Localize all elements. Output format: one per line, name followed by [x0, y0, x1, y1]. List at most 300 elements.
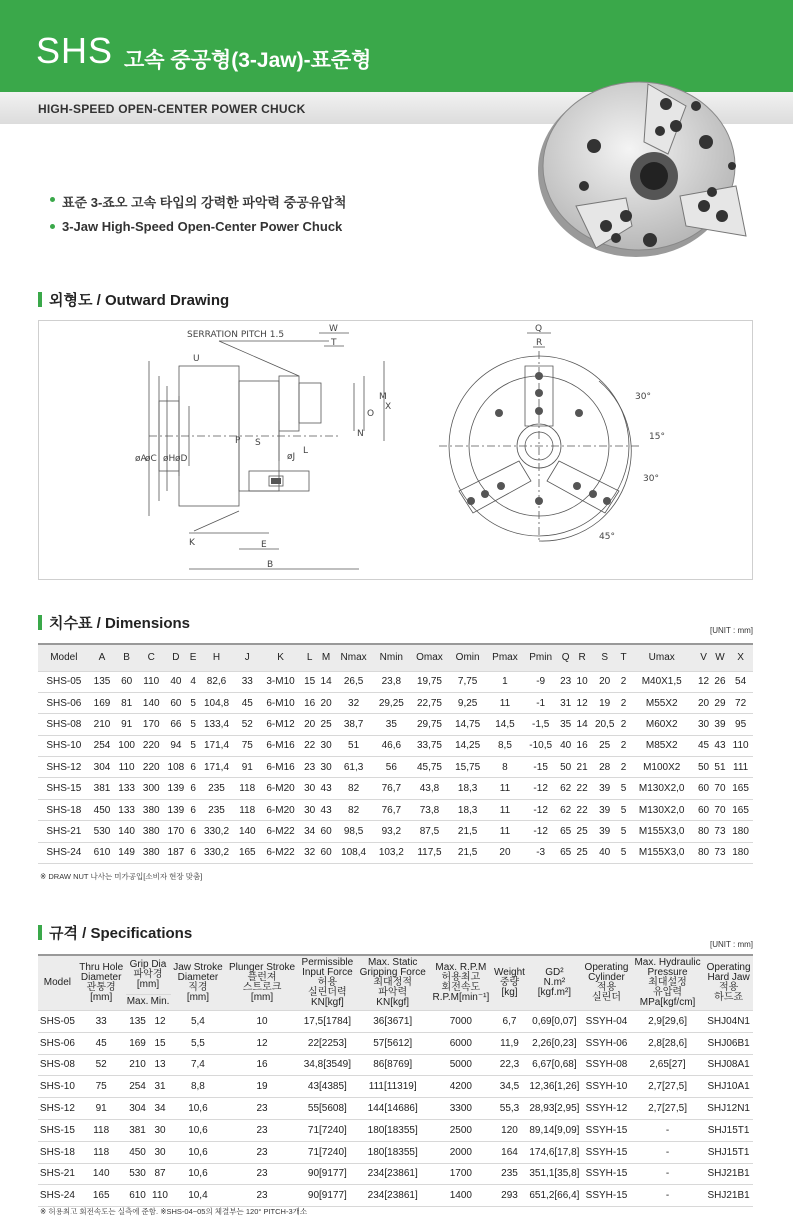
table-cell: 16	[301, 692, 317, 713]
table-cell: 60	[114, 671, 139, 692]
header-line: [mm]	[186, 992, 210, 1003]
table-cell: 108	[164, 757, 189, 778]
table-cell: 381	[90, 778, 115, 799]
table-cell: 12	[695, 671, 711, 692]
table-cell: 118	[235, 778, 260, 799]
table-cell: SHS-18	[38, 1141, 77, 1163]
table-cell: M155X3,0	[628, 821, 695, 842]
table-cell: 210	[126, 1054, 150, 1076]
col-header: K	[260, 644, 302, 671]
section-title-specifications: 규격 / Specifications	[38, 922, 192, 943]
table-cell: 165	[728, 778, 753, 799]
table-cell: 30	[150, 1141, 171, 1163]
table-cell: M60X2	[628, 714, 695, 735]
table-cell: SHS-15	[38, 1119, 77, 1141]
header-line: Pressure	[647, 967, 688, 978]
table-cell: 110	[728, 735, 753, 756]
table-cell: 29,25	[373, 692, 410, 713]
col-header: B	[114, 644, 139, 671]
table-cell: 6-M16	[260, 735, 302, 756]
header-line: 직경	[188, 982, 208, 993]
table-row	[38, 757, 753, 778]
table-cell: 304	[126, 1098, 150, 1120]
col-header: V	[695, 644, 711, 671]
table-cell: 35	[557, 714, 573, 735]
header-line: Cylinder	[588, 972, 625, 983]
table-cell: 139	[164, 799, 189, 820]
col-header: L	[301, 644, 317, 671]
header-line: 유압력	[653, 987, 683, 998]
table-cell: -10,5	[524, 735, 558, 756]
table-cell: 6,67[0,68]	[527, 1054, 583, 1076]
table-cell: 5	[619, 799, 628, 820]
table-cell: SHS-06	[38, 692, 90, 713]
specifications-unit-label: [UNIT : mm]	[710, 940, 753, 949]
table-cell: 6	[188, 757, 198, 778]
table-cell: 5	[188, 735, 198, 756]
dim-label-c: øC	[145, 454, 157, 464]
table-cell: 62	[557, 799, 573, 820]
header-line: Jaw Stroke	[173, 962, 223, 973]
header-line: KN[kgf]	[310, 997, 344, 1008]
table-cell: 22,3	[492, 1054, 526, 1076]
table-row	[38, 1054, 753, 1076]
table-cell: 26	[712, 671, 728, 692]
header-line: R.P.M[min⁻¹]	[432, 992, 490, 1003]
table-row	[38, 1185, 753, 1207]
table-cell: SHS-08	[38, 714, 90, 735]
model-name: SHS	[36, 30, 114, 71]
table-cell: 6-M16	[260, 757, 302, 778]
table-cell: 9,25	[449, 692, 486, 713]
table-cell: 20	[590, 671, 619, 692]
table-cell: 30	[318, 757, 334, 778]
table-cell: 133,4	[198, 714, 235, 735]
section-title-dimensions: 치수표 / Dimensions	[38, 612, 190, 633]
table-cell: 220	[139, 735, 164, 756]
table-cell: SHS-08	[38, 1054, 77, 1076]
table-cell: 140	[114, 821, 139, 842]
table-cell: 35	[373, 714, 410, 735]
table-cell: 70	[712, 799, 728, 820]
specifications-table	[38, 954, 753, 1207]
table-cell: 235	[492, 1163, 526, 1185]
dim-label-j: øJ	[287, 452, 296, 462]
header-line: N.m²	[543, 977, 566, 988]
table-cell: 5	[619, 821, 628, 842]
table-cell: 95	[728, 714, 753, 735]
table-cell: 1400	[429, 1185, 492, 1207]
table-cell: 45	[695, 735, 711, 756]
col-header: Model	[38, 644, 90, 671]
table-cell: 11	[486, 821, 524, 842]
table-cell: 234[23861]	[356, 1185, 429, 1207]
table-cell: 300	[139, 778, 164, 799]
table-cell: 22[2253]	[299, 1032, 356, 1054]
table-cell: 174,6[17,8]	[527, 1141, 583, 1163]
feature-item: 3-Jaw High-Speed Open-Center Power Chuck	[50, 219, 346, 234]
table-cell: 29,75	[410, 714, 449, 735]
table-cell: 103,2	[373, 842, 410, 863]
dim-label-t: T	[331, 338, 337, 348]
header-line: 허용최고	[441, 972, 481, 983]
table-cell: 530	[90, 821, 115, 842]
table-cell: 304	[90, 757, 115, 778]
col-header: H	[198, 644, 235, 671]
table-cell: 139	[164, 778, 189, 799]
table-cell: 45,75	[410, 757, 449, 778]
table-cell: 2500	[429, 1119, 492, 1141]
table-cell: 23	[557, 671, 573, 692]
col-header-plunger-stroke	[225, 955, 298, 1011]
table-cell: 12	[225, 1032, 298, 1054]
table-cell: 170	[164, 821, 189, 842]
table-cell: 52	[235, 714, 260, 735]
feature-item: 표준 3-죠오 고속 타입의 강력한 파악력 중공유압척	[50, 192, 346, 211]
dim-label-x: X	[385, 402, 392, 412]
table-cell: 450	[90, 799, 115, 820]
table-cell: 165	[77, 1185, 126, 1207]
table-cell: 140	[77, 1163, 126, 1185]
table-row	[38, 671, 753, 692]
table-cell: 39	[590, 778, 619, 799]
header-line: [kgf.m²]	[537, 987, 572, 998]
table-cell: 20	[695, 692, 711, 713]
table-cell: 76,7	[373, 778, 410, 799]
table-cell: 2	[619, 714, 628, 735]
table-cell: 60	[695, 778, 711, 799]
col-header: Nmax	[334, 644, 373, 671]
table-cell: 23	[225, 1185, 298, 1207]
table-cell: 140	[139, 692, 164, 713]
korean-title: 고속 중공형(3-Jaw)-표준형	[124, 49, 372, 72]
table-cell: 530	[126, 1163, 150, 1185]
table-cell: SSYH-10	[582, 1076, 631, 1098]
table-cell: 235	[198, 778, 235, 799]
table-cell: 6	[188, 778, 198, 799]
table-cell: 43	[318, 799, 334, 820]
col-header: M	[318, 644, 334, 671]
table-cell: 450	[126, 1141, 150, 1163]
table-cell: 82	[334, 799, 373, 820]
table-cell: 75	[77, 1076, 126, 1098]
header-line: GD²	[545, 967, 564, 978]
table-cell: 98,5	[334, 821, 373, 842]
table-cell: 20	[318, 692, 334, 713]
col-header: R	[574, 644, 590, 671]
table-cell: 6000	[429, 1032, 492, 1054]
col-header: Q	[557, 644, 573, 671]
table-cell: 6-M22	[260, 821, 302, 842]
table-cell: 3-M10	[260, 671, 302, 692]
table-cell: 4200	[429, 1076, 492, 1098]
table-header-row	[38, 644, 753, 671]
outward-drawing	[38, 320, 753, 580]
col-header-jaw-stroke	[171, 955, 226, 1011]
table-cell: 20	[301, 714, 317, 735]
table-row	[38, 1032, 753, 1054]
table-cell: 43[4385]	[299, 1076, 356, 1098]
table-cell: 34	[301, 821, 317, 842]
table-cell: 7,4	[171, 1054, 226, 1076]
table-cell: -3	[524, 842, 558, 863]
table-cell: 23,8	[373, 671, 410, 692]
table-cell: 20	[486, 842, 524, 863]
dim-label-l: L	[303, 446, 309, 456]
table-cell: 10	[225, 1011, 298, 1033]
table-cell: SHJ06B1	[704, 1032, 753, 1054]
header-line: 최대정적	[373, 977, 413, 988]
table-cell: 135	[90, 671, 115, 692]
col-header-hard-jaw	[704, 955, 753, 1011]
table-cell: -12	[524, 799, 558, 820]
col-header: Pmin	[524, 644, 558, 671]
table-cell: SSYH-06	[582, 1032, 631, 1054]
table-cell: 18,3	[449, 799, 486, 820]
dim-label-b: B	[267, 560, 274, 570]
table-cell: 66	[164, 714, 189, 735]
header-line: [kg]	[501, 987, 518, 998]
col-header-pressure	[631, 955, 704, 1011]
table-cell: 11,9	[492, 1032, 526, 1054]
table-cell: 1	[486, 671, 524, 692]
table-cell: 380	[139, 821, 164, 842]
dim-label-w: W	[329, 324, 338, 334]
dim-label-n: N	[357, 429, 364, 439]
table-cell: 210	[90, 714, 115, 735]
dimensions-note: ※ DRAW NUT 나사는 미가공입[소비자 현장 맞춤]	[40, 872, 203, 881]
table-cell: 14	[318, 671, 334, 692]
table-cell: 73	[712, 821, 728, 842]
table-cell: -	[631, 1185, 704, 1207]
serration-pitch-label: SERRATION PITCH 1.5	[187, 330, 285, 340]
col-header: Pmax	[486, 644, 524, 671]
table-cell: 11	[486, 778, 524, 799]
table-cell: 33	[77, 1011, 126, 1033]
table-cell: 46,6	[373, 735, 410, 756]
table-cell: 25	[574, 842, 590, 863]
table-cell: 8	[486, 757, 524, 778]
table-cell: M85X2	[628, 735, 695, 756]
table-cell: 61,3	[334, 757, 373, 778]
dim-label-s: S	[255, 438, 261, 448]
table-cell: 1700	[429, 1163, 492, 1185]
table-cell: 165	[235, 842, 260, 863]
table-cell: 2000	[429, 1141, 492, 1163]
table-cell: 43	[318, 778, 334, 799]
table-cell: 50	[557, 757, 573, 778]
table-cell: 87,5	[410, 821, 449, 842]
table-cell: 6	[188, 799, 198, 820]
table-cell: 6-M10	[260, 692, 302, 713]
col-header-gripping-force	[356, 955, 429, 1011]
table-cell: 180	[728, 821, 753, 842]
table-cell: 80	[695, 821, 711, 842]
dim-label-r: R	[536, 338, 543, 348]
table-cell: 2,9[29,6]	[631, 1011, 704, 1033]
table-cell: 28	[590, 757, 619, 778]
table-cell: 39	[590, 799, 619, 820]
table-cell: 55,3	[492, 1098, 526, 1120]
table-cell: 180[18355]	[356, 1141, 429, 1163]
table-row	[38, 799, 753, 820]
table-cell: 26,5	[334, 671, 373, 692]
table-cell: -1,5	[524, 714, 558, 735]
dimensions-table	[38, 643, 753, 864]
table-cell: 171,4	[198, 757, 235, 778]
table-cell: M130X2,0	[628, 799, 695, 820]
table-cell: 82,6	[198, 671, 235, 692]
table-cell: 110	[150, 1185, 171, 1207]
dim-label-d: øD	[175, 454, 188, 464]
table-cell: 22,75	[410, 692, 449, 713]
table-cell: 164	[492, 1141, 526, 1163]
header-line: 파악력	[378, 987, 408, 998]
table-cell: SSYH-15	[582, 1141, 631, 1163]
table-cell: SSYH-12	[582, 1098, 631, 1120]
table-cell: 30	[301, 778, 317, 799]
table-cell: 220	[139, 757, 164, 778]
table-cell: 13	[150, 1054, 171, 1076]
table-cell: SSYH-15	[582, 1185, 631, 1207]
table-cell: 57[5612]	[356, 1032, 429, 1054]
table-cell: 43,8	[410, 778, 449, 799]
table-cell: SHJ12N1	[704, 1098, 753, 1120]
table-cell: 104,8	[198, 692, 235, 713]
col-header-grip-max: Max.	[126, 994, 150, 1011]
angle-label: 30°	[635, 392, 651, 402]
table-cell: 32	[301, 842, 317, 863]
table-cell: 2	[619, 757, 628, 778]
table-cell: 82	[334, 778, 373, 799]
table-cell: 6	[188, 842, 198, 863]
table-cell: 38,7	[334, 714, 373, 735]
header-line: [mm]	[250, 992, 274, 1003]
table-cell: 15,75	[449, 757, 486, 778]
table-cell: 7000	[429, 1011, 492, 1033]
table-cell: 72	[728, 692, 753, 713]
header-line: 관통경	[86, 982, 116, 993]
table-cell: M130X2,0	[628, 778, 695, 799]
table-cell: 187	[164, 842, 189, 863]
header-line: Max. R.P.M	[435, 962, 487, 973]
table-cell: 73	[712, 842, 728, 863]
table-cell: 293	[492, 1185, 526, 1207]
table-cell: 10	[574, 671, 590, 692]
table-cell: 5	[188, 714, 198, 735]
table-cell: 133	[114, 778, 139, 799]
table-cell: 135	[126, 1011, 150, 1033]
table-cell: 2,7[27,5]	[631, 1098, 704, 1120]
table-cell: 108,4	[334, 842, 373, 863]
col-header-weight	[492, 955, 526, 1011]
table-cell: 91	[114, 714, 139, 735]
col-header-grip-min: Min.	[150, 994, 171, 1011]
table-cell: 5	[619, 778, 628, 799]
table-cell: 254	[90, 735, 115, 756]
table-cell: 31	[557, 692, 573, 713]
table-cell: 5	[619, 842, 628, 863]
table-cell: 20,5	[590, 714, 619, 735]
table-cell: 110	[139, 671, 164, 692]
table-cell: 25	[590, 735, 619, 756]
table-cell: 2	[619, 671, 628, 692]
header-line: MPa[kgf/cm]	[639, 997, 696, 1008]
table-cell: 5,5	[171, 1032, 226, 1054]
table-row	[38, 778, 753, 799]
col-header: A	[90, 644, 115, 671]
header-line: 실린더	[592, 992, 621, 1003]
header-line: Plunger Stroke	[228, 962, 296, 973]
col-header: Omax	[410, 644, 449, 671]
table-cell: 51	[334, 735, 373, 756]
table-cell: 30	[695, 714, 711, 735]
table-cell: 118	[77, 1141, 126, 1163]
col-header: W	[712, 644, 728, 671]
table-cell: 10,6	[171, 1098, 226, 1120]
table-cell: 75	[235, 735, 260, 756]
angle-label: 15°	[649, 432, 665, 442]
table-cell: 21,5	[449, 821, 486, 842]
table-cell: 6,7	[492, 1011, 526, 1033]
col-header: Umax	[628, 644, 695, 671]
table-cell: 6-M12	[260, 714, 302, 735]
table-cell: 12	[574, 692, 590, 713]
table-cell: 330,2	[198, 842, 235, 863]
table-cell: SHS-10	[38, 1076, 77, 1098]
col-header-cylinder	[582, 955, 631, 1011]
table-cell: 16	[225, 1054, 298, 1076]
table-cell: 19	[590, 692, 619, 713]
header-line: 회전속도	[441, 982, 481, 993]
table-cell: SHS-05	[38, 1011, 77, 1033]
dim-label-q: Q	[535, 324, 543, 334]
table-cell: 5000	[429, 1054, 492, 1076]
table-cell: 21,5	[449, 842, 486, 863]
table-cell: 52	[77, 1054, 126, 1076]
table-cell: -	[631, 1141, 704, 1163]
table-cell: SHJ10A1	[704, 1076, 753, 1098]
table-cell: 6	[188, 821, 198, 842]
table-cell: 73,8	[410, 799, 449, 820]
dim-label-h: øH	[163, 454, 176, 464]
table-cell: SHS-10	[38, 735, 90, 756]
table-cell: 18,3	[449, 778, 486, 799]
table-cell: 169	[126, 1032, 150, 1054]
table-cell: 380	[139, 842, 164, 863]
table-cell: 180	[728, 842, 753, 863]
table-cell: 56	[373, 757, 410, 778]
table-cell: SHJ15T1	[704, 1141, 753, 1163]
table-cell: SHJ15T1	[704, 1119, 753, 1141]
table-cell: 94	[164, 735, 189, 756]
table-cell: 234[23861]	[356, 1163, 429, 1185]
table-cell: 70	[712, 778, 728, 799]
table-cell: 23	[225, 1119, 298, 1141]
table-cell: 140	[235, 821, 260, 842]
dim-label-u: U	[193, 354, 200, 364]
table-cell: 100	[114, 735, 139, 756]
table-cell: 25	[574, 821, 590, 842]
header-line: 적용	[718, 982, 739, 993]
table-cell: 91	[235, 757, 260, 778]
table-cell: -1	[524, 692, 558, 713]
feature-list	[50, 192, 346, 242]
table-cell: 89,14[9,09]	[527, 1119, 583, 1141]
table-cell: 15	[150, 1032, 171, 1054]
header-line: Max. Static	[367, 957, 418, 968]
header-line: 스트로크	[242, 982, 282, 993]
